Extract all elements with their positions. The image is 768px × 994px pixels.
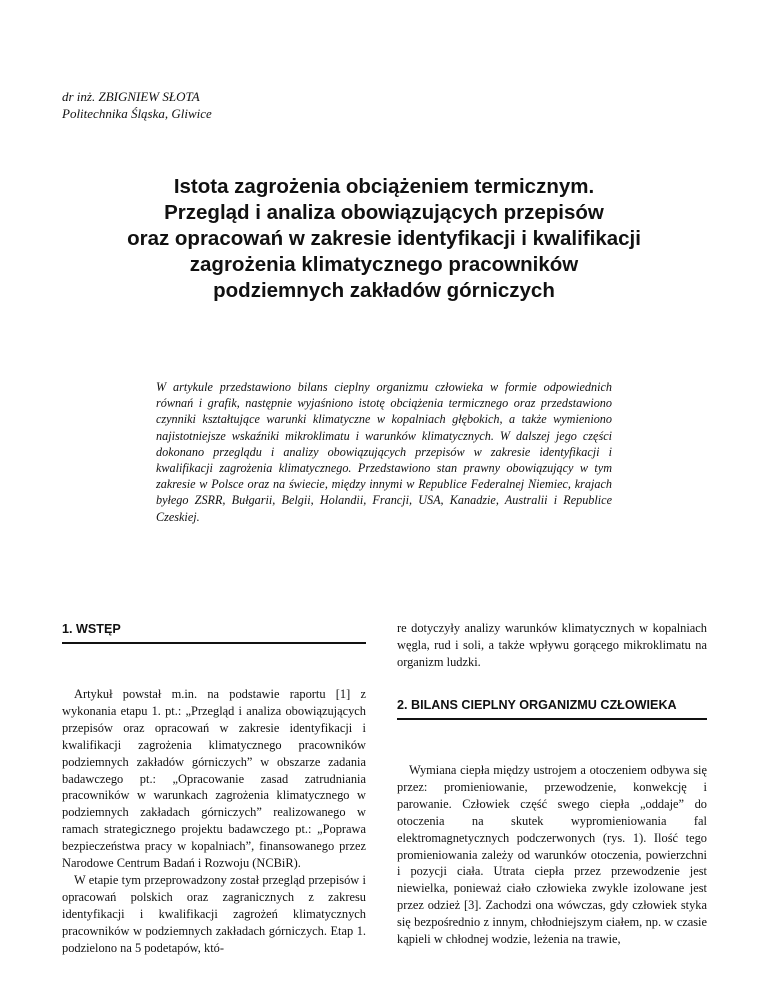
paragraph: re dotyczyły analizy warunków klimatycznych w kopalniach węgla, rud i soli, a także wpływu gorącego mikroklimatu na organizm ludzki. [397, 621, 707, 669]
heading-rule [62, 642, 366, 644]
paragraph: Wymiana ciepła między ustrojem a otoczeniem odbywa się przez: promieniowanie, przewodzenie, konwekcję i parowanie. Człowiek część swego ciepła „oddaje” do otoczenia na skutek wypromieniowania fal elektromagnetycznych podczerwonych (rys. 1). Ilość tego promieniowania zależy od warunków otoczenia, powierzchni i pozycji ciała. Utrata ciepła przez przewodzenie jest niewielka, ponieważ ciało człowieka zwykle izolowane jest przez odzież [3]. Zachodzi ona wówczas, gdy człowiek styka się bezpośrednio z innym, chłodniejszym ciałem, np. w czasie kąpieli w chłodnej wodzie, leżenia na trawie, [397, 763, 707, 947]
paragraph: W etapie tym przeprowadzony został przegląd przepisów i opracowań polskich oraz zagranicznych z zakresu identyfikacji i kwalifikacji zagrożeń klimatycznych pracowników w podziemnych zakładach górniczych. Etap 1. podzielono na 5 podetapów, któ- [62, 872, 366, 955]
right-column-text [397, 762, 707, 948]
author-affiliation: Politechnika Śląska, Gliwice [62, 106, 212, 121]
title-line: podziemnych zakładów górniczych [213, 279, 555, 302]
title-line: zagrożenia klimatycznego pracowników [189, 253, 579, 276]
right-column-text-top [397, 620, 707, 671]
left-column-text [62, 686, 366, 957]
title-line: Przegląd i analiza obowiązujących przepisów [164, 201, 604, 224]
heading-rule [397, 718, 707, 720]
title-line: oraz opracowań w zakresie identyfikacji i kwalifikacji [127, 227, 641, 250]
author-block [62, 88, 212, 122]
article-title [62, 174, 706, 304]
author-name: dr inż. ZBIGNIEW SŁOTA [62, 89, 200, 104]
section-heading-heat-balance: 2. BILANS CIEPLNY ORGANIZMU CZŁOWIEKA [397, 698, 677, 712]
paragraph: Artykuł powstał m.in. na podstawie raportu [1] z wykonania etapu 1. pt.: „Przegląd i analiza obowiązujących przepisów oraz opracowań w zakresie identyfikacji i kwalifikacji zagrożenia klimatycznego pracowników podziemnych zakładów górniczych” w obszarze zadania badawczego pt.: „Opracowanie zasad zatrudniania pracowników w warunkach zagrożenia klimatycznego w podziemnych zakładach górniczych” realizowanego w ramach strategicznego projektu badawczego pt.: „Poprawa bezpieczeństwa pracy w kopalniach”, finansowanego przez Narodowe Centrum Badań i Rozwoju (NCBiR). [62, 687, 366, 871]
abstract: W artykule przedstawiono bilans cieplny organizmu człowieka w formie odpowiednich równań i grafik, następnie wyjaśniono istotę obciążenia termicznego oraz przedstawiono czynniki kształtujące warunki klimatyczne w kopalniach głębokich, a także wymieniono najistotniejsze wskaźniki mikroklimatu i warunków klimatycznych. W dalszej jego części dokonano przeglądu i analizy obowiązujących przepisów w zakresie identyfikacji i kwalifikacji zagrożenia klimatycznego. Przedstawiono stan prawny obowiązujący w tym zakresie w Polsce oraz na świecie, między innymi w Republice Federalnej Niemiec, krajach byłego ZSRR, Bułgarii, Belgii, Holandii, Francji, USA, Kanadzie, Australii i Republice Czeskiej. [156, 380, 612, 524]
title-line: Istota zagrożenia obciążeniem termicznym. [173, 175, 595, 198]
section-heading-introduction: 1. WSTĘP [62, 622, 121, 636]
